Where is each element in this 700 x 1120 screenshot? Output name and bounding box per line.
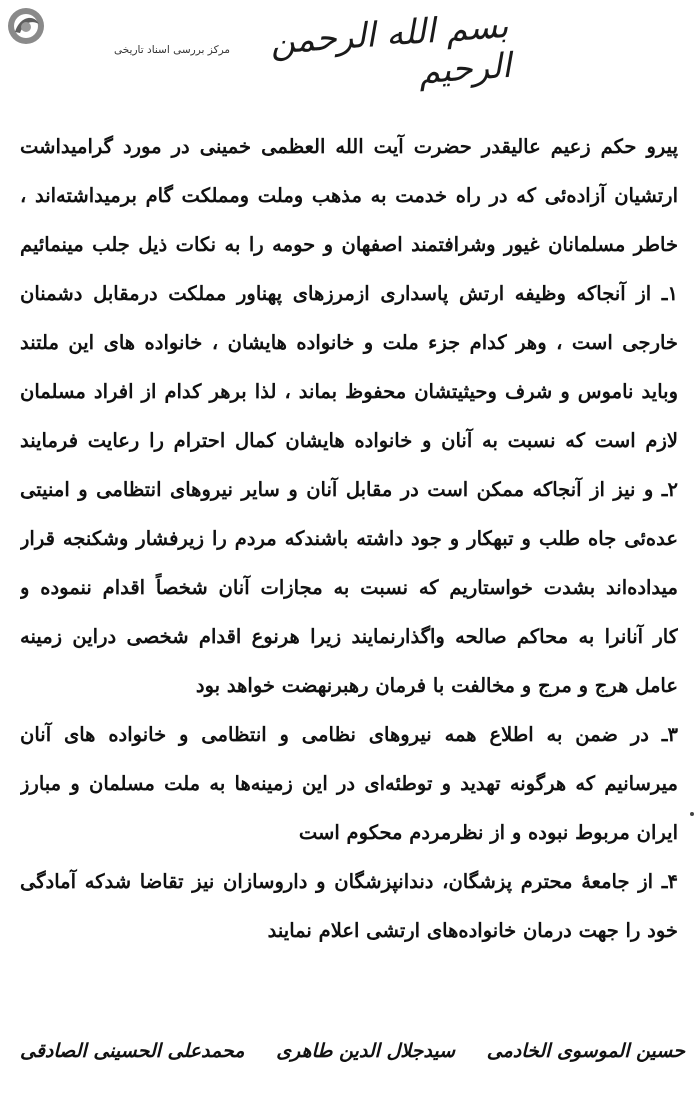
text-line: عده‌ئی جاه طلب و تبهکار و جود داشته باشندکه مردم را زیرفشار وشکنجه قرار — [20, 527, 678, 550]
statement-body — [20, 122, 678, 955]
text-line: خاطر مسلمانان غیور وشرافتمند اصفهان و حومه را به نکات ذیل جلب مینمائیم — [20, 233, 678, 256]
text-line: خارجی است ، وهر کدام جزء ملت و خانواده هایشان ، خانواده های این ملتند — [20, 331, 678, 354]
text-line: ۲ـ و نیز از آنجاکه ممکن است در مقابل آنان و سایر نیروهای انتظامی و امنیتی — [20, 478, 678, 501]
text-line: ایران مربوط نبوده و از نظرمردم محکوم است — [298, 821, 678, 844]
text-line: پیرو حکم زعیم عالیقدر حضرت آیت الله العظمی خمینی در مورد گرامیداشت — [20, 135, 678, 158]
text-line: ۴ـ از جامعهٔ محترم پزشگان، دندانپزشگان و داروسازان نیز تقاضا شدکه آمادگی — [20, 870, 678, 893]
text-line: میرسانیم که هرگونه تهدید و توطئه‌ای در این زمینه‌ها به ملت مسلمان و مبارز — [20, 772, 678, 795]
text-line: عامل هرج و مرج و مخالفت با فرمان رهبرنهضت خواهد بود — [195, 674, 678, 697]
text-line: خود را جهت درمان خانواده‌های ارتشی اعلام نمایند — [267, 919, 678, 942]
text-line: ارتشیان آزاده‌ئی که در راه خدمت به مذهب وملت ومملکت گام برمیداشته‌اند ، — [20, 184, 678, 207]
logo-caption: مرکز بررسی اسناد تاریخی — [114, 44, 230, 56]
text-line: کار آنانرا به محاکم صالحه واگذارنمایند زیرا هرنوع اقدام شخصی دراین زمینه — [20, 625, 678, 648]
archive-logo-icon — [6, 6, 46, 46]
signature-name: محمدعلی الحسینی الصادقی — [20, 1040, 245, 1062]
text-line: میداده‌اند بشدت خواستاریم که نسبت به مجازات آنان شخصاً اقدام ننموده و — [20, 576, 678, 599]
signature-name: سیدجلال الدین طاهری — [276, 1040, 456, 1062]
text-line: ۳ـ در ضمن به اطلاع همه نیروهای نظامی و انتظامی و خانواده های آنان — [20, 723, 678, 746]
signatures-row — [20, 1040, 685, 1062]
text-line: لازم است که نسبت به آنان و خانواده هایشان کمال احترام را رعایت فرمایند — [20, 429, 678, 452]
bismillah-calligraphy: بسم الله الرحمن الرحیم — [268, 5, 513, 93]
signature-name: حسین الموسوی الخادمی — [486, 1040, 685, 1062]
text-line: وباید ناموس و شرف وحیثیتشان محفوظ بماند ، لذا برهر کدام از افراد مسلمان — [20, 380, 678, 403]
scan-speck — [690, 812, 694, 816]
text-line: ۱ـ از آنجاکه وظیفه ارتش پاسداری ازمرزهای پهناور مملکت درمقابل دشمنان — [20, 282, 678, 305]
